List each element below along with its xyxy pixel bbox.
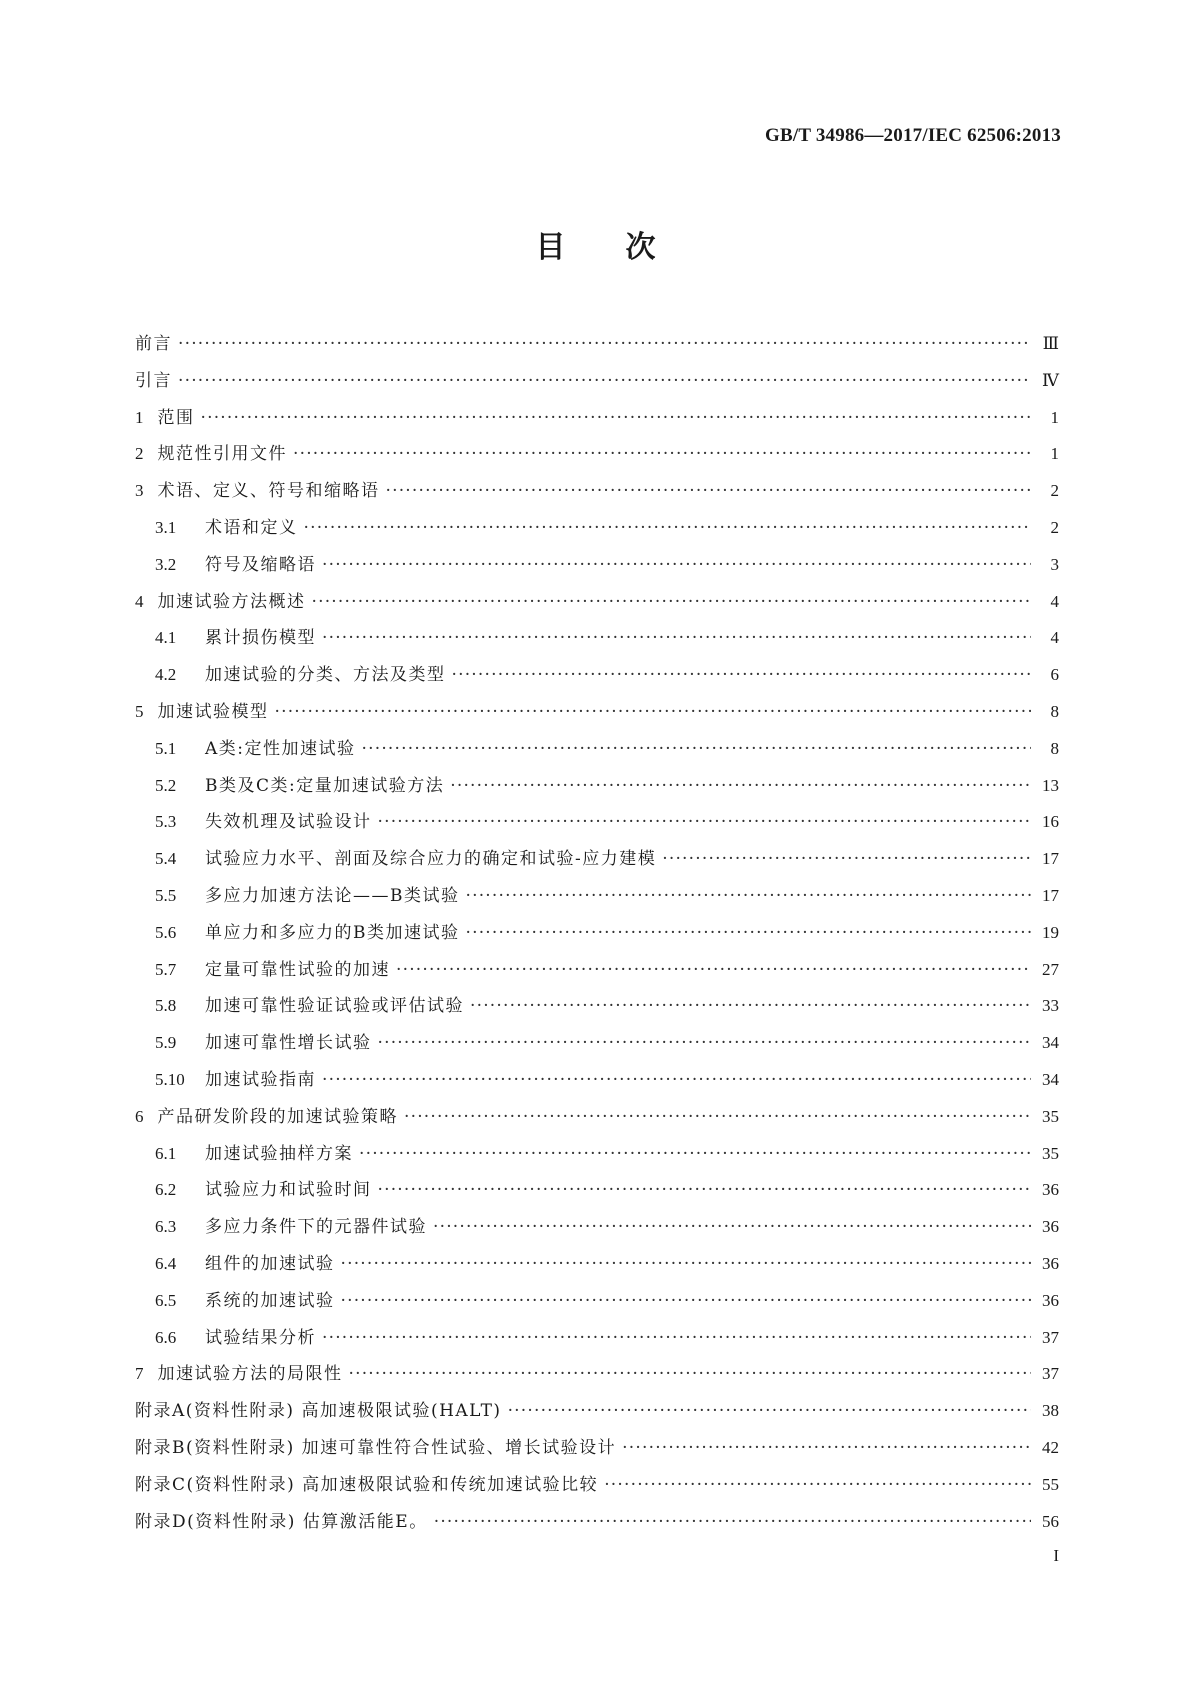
toc-leader-dots bbox=[386, 473, 1032, 510]
toc-entry-page: 27 bbox=[1042, 959, 1059, 979]
toc-entry-page: 42 bbox=[1042, 1437, 1059, 1457]
toc-entry[interactable] bbox=[135, 841, 1059, 878]
toc-entry[interactable] bbox=[135, 1393, 1059, 1430]
toc-entry-label: 产品研发阶段的加速试验策略 bbox=[157, 1106, 398, 1127]
toc-entry-page: 3 bbox=[1050, 554, 1059, 574]
toc-entry-page: Ⅳ bbox=[1042, 370, 1059, 390]
toc-entry-page: 1 bbox=[1050, 444, 1059, 464]
toc-leader-dots bbox=[312, 584, 1032, 621]
toc-entry-page: 1 bbox=[1050, 407, 1059, 427]
toc-entry-number: 6.2 bbox=[155, 1180, 177, 1200]
toc-entry-page: 36 bbox=[1042, 1290, 1059, 1310]
toc-leader-dots bbox=[662, 841, 1031, 878]
toc-entry-label: 加速试验的分类、方法及类型 bbox=[205, 665, 446, 686]
toc-leader-dots bbox=[378, 804, 1032, 841]
toc-entry-label: 多应力条件下的元器件试验 bbox=[205, 1217, 427, 1238]
table-of-contents bbox=[135, 326, 1059, 1540]
toc-entry-page: 4 bbox=[1050, 628, 1059, 648]
toc-entry[interactable] bbox=[135, 510, 1059, 547]
toc-leader-dots bbox=[396, 952, 1031, 989]
toc-entry-number: 5.1 bbox=[155, 738, 177, 758]
toc-entry-label: A类:定性加速试验 bbox=[205, 738, 356, 759]
toc-entry-page: 56 bbox=[1042, 1511, 1059, 1531]
toc-entry-page: 17 bbox=[1042, 849, 1059, 869]
toc-entry[interactable] bbox=[135, 1172, 1059, 1209]
toc-entry-label: 术语、定义、符号和缩略语 bbox=[157, 481, 380, 502]
toc-entry[interactable] bbox=[135, 1246, 1059, 1283]
toc-leader-dots bbox=[322, 547, 1031, 584]
toc-entry-label: 引言 bbox=[135, 370, 172, 391]
toc-leader-dots bbox=[349, 1356, 1032, 1393]
toc-entry-page: 19 bbox=[1042, 922, 1059, 942]
page-title: 目次 bbox=[535, 230, 716, 265]
toc-leader-dots bbox=[470, 988, 1031, 1025]
toc-entry-label: 加速试验方法概述 bbox=[157, 591, 306, 612]
toc-entry[interactable] bbox=[135, 473, 1059, 510]
toc-entry-number: 2 bbox=[135, 444, 144, 464]
toc-entry-page: 36 bbox=[1042, 1253, 1059, 1273]
toc-entry-page: 6 bbox=[1050, 665, 1059, 685]
toc-entry-number: 6.6 bbox=[155, 1327, 177, 1347]
toc-entry-page: Ⅲ bbox=[1042, 334, 1059, 353]
toc-entry-number: 5.6 bbox=[155, 922, 177, 942]
toc-entry-page: 34 bbox=[1042, 1033, 1059, 1053]
toc-leader-dots bbox=[604, 1467, 1031, 1504]
toc-entry-label: 单应力和多应力的B类加速试验 bbox=[205, 922, 460, 943]
toc-entry-page: 36 bbox=[1042, 1180, 1059, 1200]
toc-entry-label: 系统的加速试验 bbox=[205, 1290, 335, 1311]
toc-leader-dots bbox=[362, 731, 1031, 768]
toc-entry-page: 16 bbox=[1042, 812, 1059, 832]
toc-entry[interactable] bbox=[135, 1209, 1059, 1246]
toc-leader-dots bbox=[622, 1430, 1031, 1467]
toc-leader-dots bbox=[433, 1209, 1031, 1246]
toc-entry[interactable] bbox=[135, 1467, 1059, 1504]
toc-entry[interactable] bbox=[135, 326, 1059, 363]
toc-entry[interactable] bbox=[135, 584, 1059, 621]
toc-entry-number: 5 bbox=[135, 701, 144, 721]
toc-entry[interactable] bbox=[135, 952, 1059, 989]
toc-entry-label: 规范性引用文件 bbox=[157, 444, 287, 465]
toc-entry-label: 术语和定义 bbox=[205, 517, 298, 538]
toc-leader-dots bbox=[378, 1172, 1032, 1209]
toc-leader-dots bbox=[178, 363, 1031, 400]
toc-entry[interactable] bbox=[135, 1099, 1059, 1136]
toc-entry[interactable] bbox=[135, 620, 1059, 657]
toc-leader-dots bbox=[322, 620, 1031, 657]
toc-entry[interactable] bbox=[135, 694, 1059, 731]
toc-entry-label: 加速试验模型 bbox=[157, 701, 269, 722]
toc-entry-number: 5.9 bbox=[155, 1033, 177, 1053]
toc-entry-label: 附录C(资料性附录) 高加速极限试验和传统加速试验比较 bbox=[135, 1474, 599, 1495]
toc-entry-number: 3.1 bbox=[155, 517, 177, 537]
toc-entry-number: 6 bbox=[135, 1106, 144, 1126]
toc-entry[interactable] bbox=[135, 915, 1059, 952]
toc-leader-dots bbox=[434, 1504, 1031, 1541]
toc-entry-label: 加速试验抽样方案 bbox=[205, 1143, 353, 1164]
toc-entry-page: 35 bbox=[1042, 1106, 1059, 1126]
toc-entry-number: 5.7 bbox=[155, 959, 177, 979]
toc-entry-page: 4 bbox=[1050, 591, 1059, 611]
toc-entry-label: 试验结果分析 bbox=[205, 1327, 316, 1348]
toc-leader-dots bbox=[341, 1283, 1032, 1320]
toc-entry-label: 附录D(资料性附录) 估算激活能E。 bbox=[135, 1511, 428, 1532]
toc-entry[interactable] bbox=[135, 804, 1059, 841]
toc-entry[interactable] bbox=[135, 547, 1059, 584]
toc-entry[interactable] bbox=[135, 1062, 1059, 1099]
toc-entry-label: 符号及缩略语 bbox=[205, 554, 316, 575]
toc-entry-page: 2 bbox=[1050, 517, 1059, 537]
toc-leader-dots bbox=[341, 1246, 1032, 1283]
toc-entry-page: 55 bbox=[1042, 1474, 1059, 1494]
toc-entry-number: 6.4 bbox=[155, 1253, 177, 1273]
toc-entry-page: 36 bbox=[1042, 1217, 1059, 1237]
toc-entry-number: 5.2 bbox=[155, 775, 177, 795]
toc-leader-dots bbox=[466, 915, 1032, 952]
toc-entry[interactable] bbox=[135, 1320, 1059, 1357]
toc-entry-page: 35 bbox=[1042, 1143, 1059, 1163]
document-code: GB/T 34986—2017/IEC 62506:2013 bbox=[765, 125, 1061, 146]
toc-leader-dots bbox=[450, 768, 1031, 805]
toc-entry[interactable] bbox=[135, 363, 1059, 400]
toc-entry-page: 34 bbox=[1042, 1069, 1059, 1089]
toc-entry[interactable] bbox=[135, 1356, 1059, 1393]
toc-entry-page: 37 bbox=[1042, 1327, 1059, 1347]
toc-entry-number: 3.2 bbox=[155, 554, 177, 574]
toc-leader-dots bbox=[322, 1320, 1031, 1357]
toc-leader-dots bbox=[359, 1136, 1031, 1173]
toc-entry-number: 4 bbox=[135, 591, 144, 611]
toc-entry-label: 试验应力水平、剖面及综合应力的确定和试验-应力建模 bbox=[205, 849, 657, 870]
toc-entry-label: 试验应力和试验时间 bbox=[205, 1180, 372, 1201]
toc-entry-number: 5.5 bbox=[155, 885, 177, 905]
page-number: I bbox=[1053, 1546, 1059, 1565]
toc-entry[interactable] bbox=[135, 1025, 1059, 1062]
toc-entry-page: 37 bbox=[1042, 1364, 1059, 1384]
toc-entry[interactable] bbox=[135, 1430, 1059, 1467]
toc-entry-number: 5.10 bbox=[155, 1069, 185, 1089]
toc-entry-page: 38 bbox=[1042, 1401, 1059, 1421]
toc-entry-number: 6.1 bbox=[155, 1143, 177, 1163]
toc-entry-number: 5.8 bbox=[155, 996, 177, 1016]
toc-entry-number: 6.5 bbox=[155, 1290, 177, 1310]
toc-leader-dots bbox=[304, 510, 1032, 547]
toc-entry[interactable] bbox=[135, 657, 1059, 694]
toc-entry[interactable] bbox=[135, 1504, 1059, 1541]
toc-leader-dots bbox=[378, 1025, 1032, 1062]
toc-entry-number: 4.1 bbox=[155, 628, 177, 648]
toc-entry-number: 3 bbox=[135, 481, 144, 501]
toc-entry-label: 附录B(资料性附录) 加速可靠性符合性试验、增长试验设计 bbox=[135, 1437, 617, 1458]
toc-entry-page: 2 bbox=[1050, 481, 1059, 501]
toc-entry-label: 多应力加速方法论——B类试验 bbox=[205, 885, 460, 906]
toc-leader-dots bbox=[452, 657, 1032, 694]
toc-entry-label: 附录A(资料性附录) 高加速极限试验(HALT) bbox=[135, 1401, 502, 1422]
toc-entry[interactable] bbox=[135, 1136, 1059, 1173]
toc-leader-dots bbox=[275, 694, 1032, 731]
toc-entry-number: 5.3 bbox=[155, 812, 177, 832]
toc-entry-label: 加速试验指南 bbox=[205, 1069, 316, 1090]
toc-leader-dots bbox=[178, 326, 1031, 363]
toc-entry-label: 加速试验方法的局限性 bbox=[157, 1364, 343, 1385]
toc-entry-label: B类及C类:定量加速试验方法 bbox=[205, 775, 445, 796]
toc-entry[interactable] bbox=[135, 731, 1059, 768]
toc-entry[interactable] bbox=[135, 400, 1059, 437]
toc-entry-label: 范围 bbox=[157, 407, 195, 428]
toc-entry-label: 加速可靠性增长试验 bbox=[205, 1033, 372, 1054]
toc-entry-number: 5.4 bbox=[155, 849, 177, 869]
toc-leader-dots bbox=[201, 400, 1032, 437]
toc-entry-page: 33 bbox=[1042, 996, 1059, 1016]
toc-entry-label: 组件的加速试验 bbox=[205, 1253, 335, 1274]
toc-entry-page: 8 bbox=[1050, 701, 1059, 721]
toc-leader-dots bbox=[322, 1062, 1031, 1099]
toc-entry-label: 定量可靠性试验的加速 bbox=[205, 959, 390, 980]
toc-leader-dots bbox=[404, 1099, 1031, 1136]
toc-entry-number: 4.2 bbox=[155, 665, 177, 685]
toc-entry-page: 17 bbox=[1042, 885, 1059, 905]
toc-entry-label: 失效机理及试验设计 bbox=[205, 812, 372, 833]
toc-entry[interactable] bbox=[135, 436, 1059, 473]
toc-entry[interactable] bbox=[135, 988, 1059, 1025]
toc-entry-label: 加速可靠性验证试验或评估试验 bbox=[205, 996, 464, 1017]
toc-entry[interactable] bbox=[135, 878, 1059, 915]
toc-entry-page: 8 bbox=[1050, 738, 1059, 758]
toc-entry[interactable] bbox=[135, 768, 1059, 805]
toc-entry-page: 13 bbox=[1042, 775, 1059, 795]
toc-leader-dots bbox=[293, 436, 1031, 473]
toc-entry-label: 前言 bbox=[135, 334, 172, 354]
toc-leader-dots bbox=[466, 878, 1032, 915]
toc-entry-label: 累计损伤模型 bbox=[205, 628, 316, 649]
toc-leader-dots bbox=[508, 1393, 1031, 1430]
toc-entry-number: 1 bbox=[135, 407, 144, 427]
toc-entry-number: 6.3 bbox=[155, 1217, 177, 1237]
toc-entry[interactable] bbox=[135, 1283, 1059, 1320]
toc-entry-number: 7 bbox=[135, 1364, 144, 1384]
